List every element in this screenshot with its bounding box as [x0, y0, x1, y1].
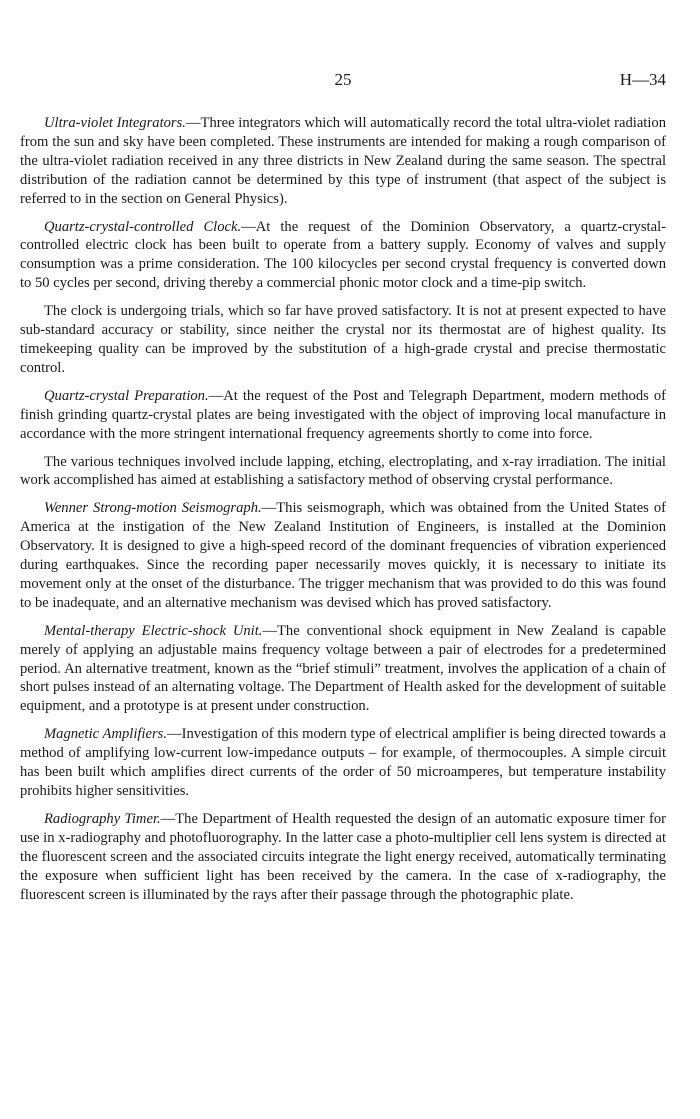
- paragraph-radiography-timer: [20, 810, 666, 905]
- paragraph-text: —Investigation of this modern type of electrical amplifier is being directed towards a method of amplifying low-current low-impedance outputs – for example, of thermocouples. A simple circuit has been built which amplifies direct currents of the order of 50 microamperes, but temperature instability prohibits higher sensitivities.: [20, 726, 666, 799]
- paragraph-techniques: [20, 453, 666, 491]
- paragraph-quartz-preparation: [20, 387, 666, 444]
- paragraph-text: —The conventional shock equipment in New Zealand is capable merely of applying an adjustable mains frequency voltage between a pair of electrodes for a predetermined period. An alternative treatment, known as the “brief stimuli” treatment, involves the application of a chain of short pulses instead of an alternating voltage. The Department of Health asked for the development of suitable equipment, and a prototype is at present under construction.: [20, 622, 666, 715]
- paragraph-magnetic-amplifiers: [20, 725, 666, 801]
- section-heading: Magnetic Amplifiers.: [44, 726, 167, 743]
- section-heading: Quartz-crystal-controlled Clock.: [44, 218, 242, 235]
- document-body: [20, 114, 666, 913]
- section-heading: Quartz-crystal Preparation.: [44, 387, 209, 404]
- page-number: 25: [334, 70, 352, 89]
- paragraph-clock-trials: [20, 302, 666, 378]
- paragraph-ultra-violet-integrators: [20, 114, 666, 209]
- section-heading: Ultra-violet Integrators.: [44, 115, 186, 131]
- section-heading: Mental-therapy Electric-shock Unit.: [44, 622, 263, 639]
- page-header: [20, 70, 666, 92]
- paragraph-text: —This seismograph, which was obtained from the United States of America at the instigation of the New Zealand Institution of Engineers, is installed at the Dominion Observatory. It is designed to give a high-speed record of the dominant frequencies of vibration experienced during earthquakes. Since the recording paper necessarily moves quickly, it is necessary to initiate its movement only at the onset of the disturbance. The trigger mechanism that was provided to do this was found to be inadequate, and an alternative mechanism was devised which has proved satisfactory.: [20, 500, 666, 611]
- paragraph-text: —At the request of the Dominion Observatory, a quartz-crystal-controlled electric clock has been built to operate from a battery supply. Economy of valves and supply consumption was a prime consideration. The 100 kilocycles per second crystal frequency is converted down to 50 cycles per second, driving thereby a commercial phonic motor clock and a time-pip switch.: [20, 218, 666, 292]
- section-heading: Wenner Strong-motion Seismograph.: [44, 500, 262, 517]
- document-reference: H—34: [619, 70, 666, 89]
- paragraph-text: —The Department of Health requested the design of an automatic exposure timer for use in x-radiography and photofluorography. In the latter case a photo-multiplier cell lens system is directed at the fluorescent screen and the associated circuits integrate the light energy received, automatically terminating the exposure when sufficient light has been received by the camera. In the case of x-radiography, the fluorescent screen is illuminated by the rays after their passage through the photographic plate.: [20, 810, 666, 903]
- section-heading: Radiography Timer.: [44, 810, 161, 827]
- paragraph-electric-shock-unit: [20, 622, 666, 717]
- paragraph-text: The various techniques involved include lapping, etching, electroplating, and x-ray irradiation. The initial work accomplished has aimed at establishing a satisfactory method of observing crystal performance.: [20, 453, 666, 489]
- paragraph-text: The clock is undergoing trials, which so far have proved satisfactory. It is not at present expected to have sub-standard accuracy or stability, since neither the crystal nor its thermostat are of highest quality. Its timekeeping quality can be improved by the substitution of a high-grade crystal and precise thermostatic control.: [20, 303, 666, 376]
- paragraph-text: —Three integrators which will automatically record the total ultra-violet radiation from the sun and sky have been completed. These instruments are intended for making a rough comparison of the ultra-violet radiation received in any three districts in New Zealand during the same season. The spectral distribution of the radiation cannot be determined by this type of instrument (that aspect of the subject is referred to in the section on General Physics).: [20, 115, 666, 207]
- paragraph-wenner-seismograph: [20, 499, 666, 612]
- paragraph-quartz-clock: [20, 218, 666, 294]
- paragraph-text: —At the request of the Post and Telegraph Department, modern methods of finish grinding quartz-crystal plates are being investigated with the object of improving local manufacture in accordance with the more stringent international frequency agreements shortly to come into force.: [20, 387, 666, 442]
